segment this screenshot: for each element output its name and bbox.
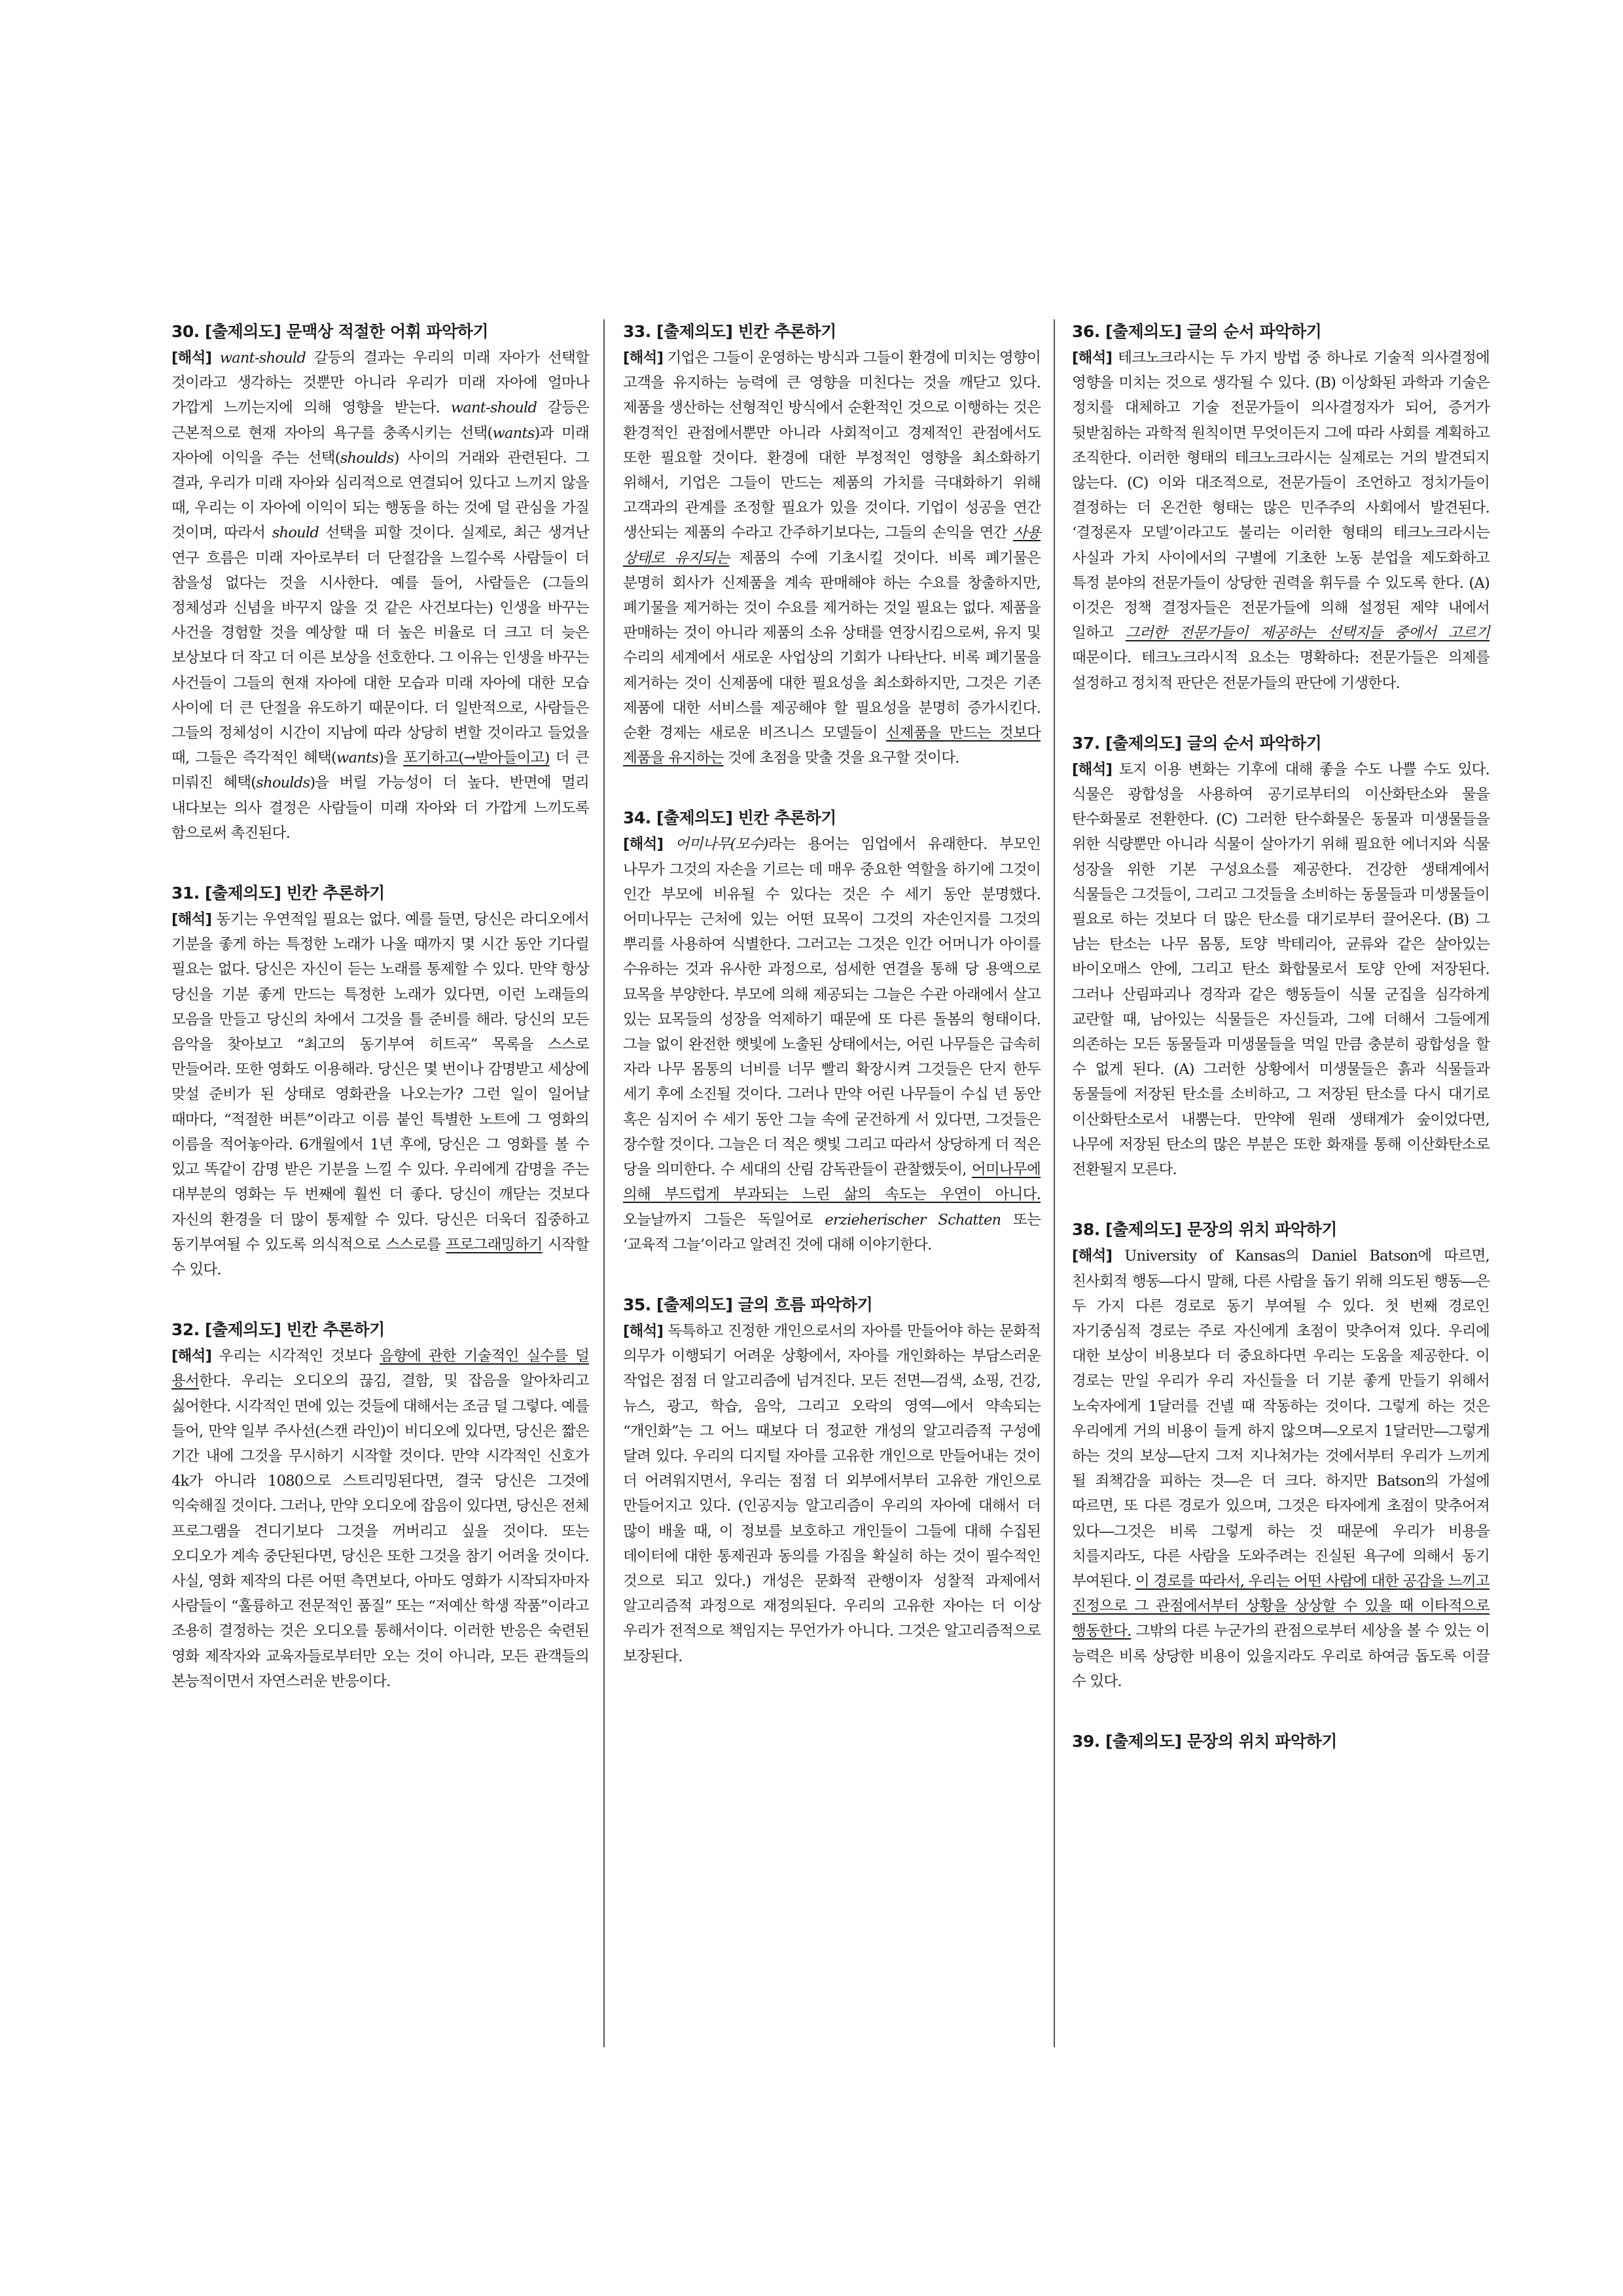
section-q35 bbox=[623, 1293, 1041, 1669]
column-left bbox=[171, 319, 589, 1729]
underlined-answer: 음향에 관한 기술적인 실수를 덜 용서 bbox=[171, 1348, 589, 1390]
underlined-answer: 사용 상태로 유지되는 bbox=[623, 524, 1041, 567]
column-middle bbox=[623, 319, 1041, 1704]
explanation-label: [해석] bbox=[171, 350, 212, 367]
section-heading: 31. [출제의도] 빈칸 추론하기 bbox=[171, 884, 385, 903]
column-right bbox=[1072, 319, 1489, 1789]
explanation-label: [해석] bbox=[623, 350, 664, 367]
explanation-label: [해석] bbox=[623, 836, 664, 853]
section-heading: 34. [출제의도] 빈칸 추론하기 bbox=[623, 808, 836, 828]
section-heading: 37. [출제의도] 글의 순서 파악하기 bbox=[1072, 733, 1322, 753]
explanation-text: [해석] 우리는 시각적인 것보다 음향에 관한 기술적인 실수를 덜 용서한다. 우리는 오디오의 끊김, 결함, 및 잡음을 알아차리고 싫어한다. 시각적인 면에 있는 것들에 대해서는 조금 덜 그렇다. 예를 들어, 만약 일부 주사선(스캔 라인)이 비디오에 있다면, 당신은 짧은 기간 내에 그것을 무시하기 시작할 것이다. 만약 시각적인 신호가 4k가 아니라 1080으로 스트리밍된다면, 결국 당신은 그것에 익숙해질 것이다. 그러나, 만약 오디오에 잡음이 있다면, 당신은 전체 프로그램을 견디기보다 그것을 꺼버리고 싶을 것이다. 또는 오디오가 계속 중단된다면, 당신은 또한 그것을 참기 어려울 것이다. 사실, 영화 제작의 다른 어떤 측면보다, 아마도 영화가 시작되자마자 사람들이 “훌륭하고 전문적인 품질” 또는 “저예산 학생 작품”이라고 조용히 결정하는 것은 오디오를 통해서이다. 이러한 반응은 숙련된 영화 제작자와 교육자들로부터만 오는 것이 아니라, 모든 관객들의 본능적이면서 자연스러운 반응이다. bbox=[171, 1348, 589, 1690]
explanation-label: [해석] bbox=[171, 911, 212, 929]
explanation-text: [해석] 어미나무(모수)라는 용어는 임업에서 유래한다. 부모인 나무가 그것의 자손을 기르는 데 매우 중요한 역할을 하기에 그것이 인간 부모에 비유될 수 있다는 것은 수 세기 동안 분명했다. 어미나무는 근처에 있는 어떤 묘목이 그것의 자손인지를 그것의 뿌리를 사용하여 식별한다. 그러고는 그것은 인간 어머니가 아이를 수유하는 것과 유사한 과정으로, 섬세한 연결을 통해 당 용액으로 묘목을 부양한다. 부모에 의해 제공되는 그늘은 수관 아래에서 살고 있는 묘목들의 성장을 억제하기 때문에 또 다른 돌봄의 형태이다. 그늘 없이 완전한 햇빛에 노출된 상태에서는, 어린 나무들은 급속히 자라 나무 몸통의 너비를 너무 빨리 확장시켜 그것들은 단지 한두 세기 후에 소진될 것이다. 그러나 만약 어린 나무들이 수십 년 동안 혹은 심지어 수 세기 동안 그늘 속에 굳건하게 서 있다면, 그것들은 장수할 것이다. 그늘은 더 적은 햇빛 그리고 따라서 상당하게 더 적은 당을 의미한다. 수 세대의 산림 감독관들이 관찰했듯이, 어미나무에 의해 부드럽게 부과되는 느린 삶의 속도는 우연이 아니다. 오늘날까지 그들은 독일어로 erzieherischer Schatten 또는 ‘교육적 그늘’이라고 알려진 것에 대해 이야기한다. bbox=[623, 836, 1041, 1253]
explanation-text: [해석] 기업은 그들이 운영하는 방식과 그들이 환경에 미치는 영향이 고객을 유지하는 능력에 큰 영향을 미친다는 것을 깨닫고 있다. 제품을 생산하는 선형적인 방식에서 순환적인 것으로 이행하는 것은 환경적인 관점에서뿐만 아니라 사회적이고 경제적인 관점에서도 또한 필요할 것이다. 환경에 대한 부정적인 영향을 최소화하기 위해서, 기업은 그들이 만드는 제품의 가치를 극대화하기 위해 고객과의 관계를 조정할 필요가 있을 것이다. 기업이 성공을 연간 생산되는 제품의 수라고 간주하기보다는, 그들의 손익을 연간 사용 상태로 유지되는 제품의 수에 기초시킬 것이다. 비록 폐기물은 분명히 회사가 신제품을 계속 판매해야 하는 수요를 창출하지만, 폐기물을 제거하는 것이 수요를 제거하는 것일 필요는 없다. 제품을 판매하는 것이 아니라 제품의 소유 상태를 연장시킴으로써, 유지 및 수리의 세계에서 새로운 사업상의 기회가 나타난다. 비록 폐기물을 제거하는 것이 신제품에 대한 필요성을 최소화하지만, 그것은 기존 제품에 대한 서비스를 제공해야 할 필요성을 분명히 증가시킨다. 순환 경제는 새로운 비즈니스 모델들이 신제품을 만드는 것보다 제품을 유지하는 것에 초점을 맞출 것을 요구할 것이다. bbox=[623, 350, 1041, 767]
explanation-text: [해석] 동기는 우연적일 필요는 없다. 예를 들면, 당신은 라디오에서 기분을 좋게 하는 특정한 노래가 나올 때까지 몇 시간 동안 기다릴 필요는 없다. 당신은 자신이 듣는 노래를 통제할 수 있다. 만약 항상 당신을 기분 좋게 만드는 특정한 노래가 있다면, 이런 노래들의 모음을 만들고 당신의 차에서 그것을 틀 준비를 해라. 당신의 모든 음악을 찾아보고 “최고의 동기부여 히트곡” 목록을 스스로 만들어라. 또한 영화도 이용해라. 당신은 몇 번이나 감명받고 세상에 맞설 준비가 된 상태로 영화관을 나오는가? 그런 일이 일어날 때마다, “적절한 버튼”이라고 이름 붙인 특별한 노트에 그 영화의 이름을 적어놓아라. 6개월에서 1년 후에, 당신은 그 영화를 볼 수 있고 똑같이 감명 받은 기분을 느낄 수 있다. 우리에게 감명을 주는 대부분의 영화는 두 번째에 훨씬 더 좋다. 당신이 깨닫는 것보다 자신의 환경을 더 많이 통제할 수 있다. 당신은 더욱더 집중하고 동기부여될 수 있도록 의식적으로 스스로를 프로그래밍하기 시작할 수 있다. bbox=[171, 911, 589, 1278]
section-heading: 39. [출제의도] 문장의 위치 파악하기 bbox=[1072, 1731, 1337, 1751]
section-q39 bbox=[1072, 1729, 1489, 1754]
section-q32 bbox=[171, 1318, 589, 1694]
section-q34 bbox=[623, 806, 1041, 1257]
section-heading: 33. [출제의도] 빈칸 추론하기 bbox=[623, 322, 836, 341]
column-divider bbox=[1054, 319, 1055, 2047]
explanation-text: [해석] 테크노크라시는 두 가지 방법 중 하나로 기술적 의사결정에 영향을 미치는 것으로 생각될 수 있다. (B) 이상화된 과학과 기술은 정치를 대체하고 기술 전문가들이 의사결정자가 되어, 증거가 뒷받침하는 과학적 원칙이면 무엇이든지 그에 따라 사회를 계획하고 조직한다. 이러한 형태의 테크노크라시는 실제로는 거의 발견되지 않는다. (C) 이와 대조적으로, 전문가들이 조언하고 정치가들이 결정하는 더 온건한 형태는 많은 민주주의 사회에서 발견된다. ‘결정론자 모델’이라고도 불리는 이러한 형태의 테크노크라시는 사실과 가치 사이에서의 구별에 기초한 노동 분업을 제도화하고 특정 분야의 전문가들이 상당한 권력을 휘두를 수 있도록 한다. (A) 이것은 정책 결정자들은 전문가들에 의해 설정된 제약 내에서 일하고 그러한 전문가들이 제공하는 선택지들 중에서 고르기 때문이다. 테크노크라시적 요소는 명확하다: 전문가들은 의제를 설정하고 정치적 판단은 전문가들의 판단에 기생한다. bbox=[1072, 350, 1489, 692]
underlined-answer: 포기하고(→받아들이고) bbox=[403, 749, 550, 767]
underlined-answer: 이 경로를 따라서, 우리는 어떤 사람에 대한 공감을 느끼고 진정으로 그 관점에서부터 상황을 상상할 수 있을 때 이타적으로 행동한다. bbox=[1072, 1572, 1489, 1640]
section-heading: 32. [출제의도] 빈칸 추론하기 bbox=[171, 1320, 385, 1340]
explanation-label: [해석] bbox=[1072, 761, 1113, 778]
explanation-text: [해석] 토지 이용 변화는 기후에 대해 좋을 수도 나쁠 수도 있다. 식물은 광합성을 사용하여 공기로부터의 이산화탄소와 물을 탄수화물로 전환한다. (C) 그러한 탄수화물은 동물과 미생물들을 위한 식량뿐만 아니라 식물이 살아가기 위해 필요한 에너지와 식물 성장을 위한 기본 구성요소를 제공한다. 건강한 생태계에서 식물들은 그것들이, 그리고 그것들을 소비하는 동물들과 미생물들이 필요로 하는 것보다 더 많은 탄소를 대기로부터 끌어온다. (B) 그 남는 탄소는 나무 몸통, 토양 박테리아, 균류와 같은 살아있는 바이오매스 안에, 그리고 탄소 화합물로서 토양 안에 저장된다. 그러나 산림파괴나 경작과 같은 행동들이 식물 군집을 심각하게 교란할 때, 남아있는 식물들은 자신들과, 그에 더해서 그들에게 의존하는 모든 동물들과 미생물들을 먹일 만큼 충분히 광합성을 할 수 없게 된다. (A) 그러한 상황에서 미생물들은 흙과 식물들과 동물들에 저장된 탄소를 소비하고, 그 저장된 탄소를 다시 대기로 이산화탄소로서 내뿜는다. 만약에 원래 생태계가 숲이었다면, 나무에 저장된 탄소의 많은 부분은 또한 화재를 통해 이산화탄소로 전환될지 모른다. bbox=[1072, 761, 1489, 1179]
section-q30 bbox=[171, 319, 589, 846]
explanation-text: [해석] University of Kansas의 Daniel Batson에 따르면, 친사회적 행동―다시 말해, 다른 사람을 돕기 위해 의도된 행동―은 두 가지 다른 경로로 동기 부여될 수 있다. 첫 번째 경로인 자기중심적 경로는 주로 자신에게 초점이 맞추어져 있다. 우리에 대한 보상이 비용보다 더 중요하다면 우리는 도움을 제공한다. 이 경로는 만일 우리가 우리 자신들을 더 기분 좋게 만들기 위해서 노숙자에게 1달러를 건넬 때 작동하는 것이다. 그렇게 하는 것은 우리에게 거의 비용이 들게 하지 않으며―오로지 1달러만―그렇게 하는 것의 보상―단지 그저 지나쳐가는 것에서부터 우리가 느끼게 될 죄책감을 피하는 것―은 더 크다. 하지만 Batson의 가설에 따르면, 또 다른 경로가 있으며, 그것은 타자에게 초점이 맞추어져 있다―그것은 비록 그렇게 하는 것 때문에 우리가 비용을 치를지라도, 다른 사람을 도와주려는 진실된 욕구에 의해서 동기 부여된다. 이 경로를 따라서, 우리는 어떤 사람에 대한 공감을 느끼고 진정으로 그 관점에서부터 상황을 상상할 수 있을 때 이타적으로 행동한다. 그밖의 다른 누군가의 관점으로부터 세상을 볼 수 있는 이 능력은 비록 상당한 비용이 있을지라도 우리로 하여금 돕도록 이끌 수 있다. bbox=[1072, 1247, 1489, 1690]
section-q38 bbox=[1072, 1217, 1489, 1694]
section-heading: 36. [출제의도] 글의 순서 파악하기 bbox=[1072, 322, 1322, 341]
section-q33 bbox=[623, 319, 1041, 770]
underlined-answer: 프로그래밍하기 bbox=[446, 1236, 543, 1253]
section-heading: 35. [출제의도] 글의 흐름 파악하기 bbox=[623, 1295, 873, 1314]
underlined-answer: 그러한 전문가들이 제공하는 선택지들 중에서 고르기 bbox=[1125, 624, 1489, 642]
explanation-label: [해석] bbox=[171, 1348, 212, 1365]
section-q37 bbox=[1072, 731, 1489, 1182]
explanation-text: [해석] 독특하고 진정한 개인으로서의 자아를 만들어야 하는 문화적 의무가 이행되기 어려운 상황에서, 자아를 개인화하는 부담스러운 작업은 점점 더 알고리즘에 넘겨진다. 모든 전면―검색, 쇼핑, 건강, 뉴스, 광고, 학습, 음악, 그리고 오락의 영역―에서 약속되는 “개인화”는 그 어느 때보다 더 정교한 개성의 알고리즘적 구성에 달려 있다. 우리의 디지털 자아를 고유한 개인으로 만들어내는 것이 더 어려워지면서, 우리는 점점 더 외부에서부터 고유한 개인으로 만들어지고 있다. (인공지능 알고리즘이 우리의 자아에 대해서 더 많이 배울 때, 이 정보를 보호하고 개인들이 그들에 대해 수집된 데이터에 대한 통제권과 동의를 가짐을 확실히 하는 것이 필수적인 것으로 되고 있다.) 개성은 문화적 관행이자 성찰적 과제에서 알고리즘적 과정으로 재정의된다. 우리의 고유한 자아는 더 이상 우리가 전적으로 책임지는 무언가가 아니다. 그것은 알고리즘적으로 보장된다. bbox=[623, 1322, 1041, 1665]
section-heading: 30. [출제의도] 문맥상 적절한 어휘 파악하기 bbox=[171, 322, 489, 341]
explanation-text: [해석] want-should 갈등의 결과는 우리의 미래 자아가 선택할 것이라고 생각하는 것뿐만 아니라 우리가 미래 자아에 얼마나 가깝게 느끼는지에 의해 영향을 받는다. want-should 갈등은 근본적으로 현재 자아의 욕구를 충족시키는 선택(wants)과 미래 자아에 이익을 주는 선택(shoulds) 사이의 거래와 관련된다. 그 결과, 우리가 미래 자아와 심리적으로 연결되어 있다고 느끼지 않을 때, 우리는 이 자아에 이익이 되는 행동을 하는 것에 덜 관심을 가질 것이며, 따라서 should 선택을 피할 것이다. 실제로, 최근 생겨난 연구 흐름은 미래 자아로부터 더 단절감을 느낄수록 사람들이 더 참을성 없다는 것을 시사한다. 예를 들어, 사람들은 (그들의 정체성과 신념을 바꾸지 않을 것 같은 사건보다는) 인생을 바꾸는 사건을 경험할 것을 예상할 때 더 높은 비율로 더 크고 더 늦은 보상보다 더 작고 더 이른 보상을 선호한다. 그 이유는 인생을 바꾸는 사건들이 그들의 현재 자아에 대한 모습과 미래 자아에 대한 모습 사이에 더 큰 단절을 유도하기 때문이다. 더 일반적으로, 사람들은 그들의 정체성이 시간이 지남에 따라 상당히 변할 것이라고 들었을 때, 그들은 즉각적인 혜택(wants)을 포기하고(→받아들이고) 더 큰 미뤄진 혜택(shoulds)을 버릴 가능성이 더 높다. 반면에 멀리 내다보는 의사 결정은 사람들이 미래 자아와 더 가깝게 느끼도록 함으로써 촉진된다. bbox=[171, 350, 589, 842]
explanation-label: [해석] bbox=[1072, 350, 1113, 367]
section-heading: 38. [출제의도] 문장의 위치 파악하기 bbox=[1072, 1220, 1337, 1240]
explanation-label: [해석] bbox=[1072, 1247, 1113, 1265]
underlined-answer: 어미나무에 의해 부드럽게 부과되는 느린 삶의 속도는 우연이 아니다. bbox=[623, 1161, 1041, 1204]
section-q36 bbox=[1072, 319, 1489, 696]
column-divider bbox=[603, 319, 605, 2047]
explanation-label: [해석] bbox=[623, 1322, 664, 1340]
section-q31 bbox=[171, 881, 589, 1282]
underlined-answer: 신제품을 만드는 것보다 제품을 유지하는 bbox=[623, 725, 1041, 767]
